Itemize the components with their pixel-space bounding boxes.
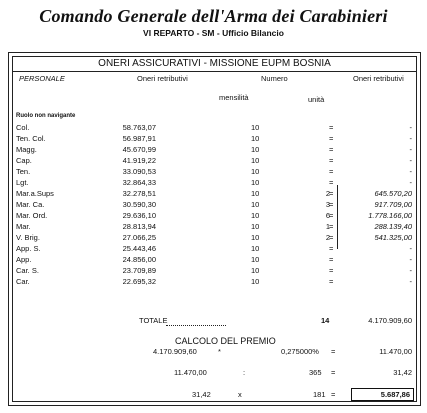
cell-amount: 56.987,91	[122, 134, 156, 143]
cell-eq: =	[329, 200, 334, 209]
cell-grade: Ten.	[16, 167, 31, 176]
cell-eq: =	[329, 134, 334, 143]
cell-amount: 27.066,25	[122, 233, 156, 242]
cell-mens: 10	[251, 233, 260, 242]
cell-total: -	[409, 145, 412, 154]
cell-grade: Magg.	[16, 145, 37, 154]
col-header-numero: Numero	[261, 74, 288, 83]
cell-mens: 10	[251, 222, 260, 231]
page-subtitle: VI REPARTO - SM - Ufficio Bilancio	[143, 28, 284, 38]
cell-eq: =	[329, 189, 334, 198]
calc1-a: 4.170.909,60	[153, 347, 197, 356]
section-label: Ruolo non navigante	[16, 113, 76, 119]
calc3-eq: =	[331, 390, 336, 399]
table-row	[13, 276, 416, 287]
col-header-unita: unità	[308, 95, 325, 104]
calcolo-heading: CALCOLO DEL PREMIO	[175, 336, 276, 346]
cell-total: 917.709,00	[374, 200, 412, 209]
table-row	[13, 133, 416, 144]
cell-eq: =	[329, 233, 334, 242]
cell-grade: App. S.	[16, 244, 41, 253]
cell-total: -	[409, 255, 412, 264]
col-header-mensilita: mensilità	[219, 93, 249, 102]
cell-amount: 33.090,53	[122, 167, 156, 176]
calc3-b: 181	[313, 390, 326, 399]
table-heading: ONERI ASSICURATIVI - MISSIONE EUPM BOSNIA	[13, 57, 416, 72]
calc1-rate: 0,275000%	[281, 347, 319, 356]
calc1-op: *	[218, 347, 221, 356]
table-row	[13, 177, 416, 188]
table-row	[13, 166, 416, 177]
cell-amount: 23.709,89	[122, 266, 156, 275]
cell-grade: Mar.	[16, 222, 31, 231]
cell-eq: =	[329, 266, 334, 275]
calc2-b: 365	[309, 368, 322, 377]
calc1-res: 11.470,00	[379, 347, 412, 356]
table-row	[13, 199, 416, 210]
totale-dotline	[166, 325, 226, 326]
cell-amount: 32.864,33	[122, 178, 156, 187]
cell-mens: 10	[251, 145, 260, 154]
cell-eq: =	[329, 255, 334, 264]
column-divider	[337, 185, 338, 249]
cell-eq: =	[329, 222, 334, 231]
cell-amount: 58.763,07	[122, 123, 156, 132]
cell-total: -	[409, 178, 412, 187]
cell-total: -	[409, 123, 412, 132]
cell-mens: 10	[251, 134, 260, 143]
cell-total: 645.570,20	[374, 189, 412, 198]
cell-total: 541.325,00	[374, 233, 412, 242]
cell-eq: =	[329, 178, 334, 187]
cell-mens: 10	[251, 167, 260, 176]
cell-amount: 22.695,32	[122, 277, 156, 286]
cell-mens: 10	[251, 277, 260, 286]
table-row	[13, 144, 416, 155]
totale-num: 14	[321, 316, 330, 325]
cell-amount: 45.670,99	[122, 145, 156, 154]
totale-label: TOTALE	[139, 316, 168, 325]
cell-amount: 32.278,51	[122, 189, 156, 198]
cell-grade: Lgt.	[16, 178, 29, 187]
cell-eq: =	[329, 277, 334, 286]
cell-mens: 10	[251, 211, 260, 220]
cell-eq: =	[329, 244, 334, 253]
col-header-personale: PERSONALE	[19, 74, 65, 83]
table-row	[13, 232, 416, 243]
cell-grade: Car. S.	[16, 266, 39, 275]
calc1-eq: =	[331, 347, 336, 356]
cell-num: 2	[325, 189, 330, 198]
cell-amount: 24.856,00	[122, 255, 156, 264]
table-row	[13, 155, 416, 166]
cell-eq: =	[329, 156, 334, 165]
cell-num: 6	[325, 211, 330, 220]
table-row	[13, 254, 416, 265]
cell-grade: Mar. Ca.	[16, 200, 45, 209]
calc2-eq: =	[331, 368, 336, 377]
cell-eq: =	[329, 167, 334, 176]
cell-total: -	[409, 277, 412, 286]
cell-mens: 10	[251, 266, 260, 275]
cell-mens: 10	[251, 178, 260, 187]
cell-amount: 25.443,46	[122, 244, 156, 253]
cell-mens: 10	[251, 189, 260, 198]
cell-total: -	[409, 266, 412, 275]
cell-mens: 10	[251, 255, 260, 264]
cell-mens: 10	[251, 244, 260, 253]
cell-amount: 29.636,10	[122, 211, 156, 220]
cell-eq: =	[329, 145, 334, 154]
cell-mens: 10	[251, 156, 260, 165]
page-title: Comando Generale dell'Arma dei Carabinieri	[39, 6, 388, 26]
cell-mens: 10	[251, 123, 260, 132]
col-header-oneri: Oneri retributivi	[137, 74, 188, 83]
cell-grade: Cap.	[16, 156, 32, 165]
cell-amount: 41.919,22	[122, 156, 156, 165]
cell-eq: =	[329, 123, 334, 132]
calc3-a: 31,42	[192, 390, 211, 399]
cell-grade: Ten. Col.	[16, 134, 46, 143]
table-row	[13, 188, 416, 199]
table-container	[12, 56, 417, 402]
calc2-res: 31,42	[393, 368, 412, 377]
calc2-a: 11.470,00	[174, 368, 207, 377]
cell-num: 1	[325, 222, 330, 231]
cell-amount: 30.590,30	[122, 200, 156, 209]
totale-amount: 4.170.909,60	[368, 316, 412, 325]
table-row	[13, 221, 416, 232]
cell-total: -	[409, 167, 412, 176]
document-frame	[8, 52, 421, 406]
cell-mens: 10	[251, 200, 260, 209]
cell-num: 3	[325, 200, 330, 209]
cell-grade: Mar. Ord.	[16, 211, 48, 220]
cell-grade: Car.	[16, 277, 30, 286]
cell-num: 2	[325, 233, 330, 242]
cell-eq: =	[329, 211, 334, 220]
table-row	[13, 243, 416, 254]
cell-grade: App.	[16, 255, 32, 264]
premio-result-box: 5.687,86	[351, 388, 414, 401]
calc3-op: x	[238, 390, 242, 399]
cell-grade: Col.	[16, 123, 30, 132]
cell-total: -	[409, 156, 412, 165]
calc2-op: :	[243, 368, 246, 377]
table-row	[13, 122, 416, 133]
table-row	[13, 265, 416, 276]
cell-amount: 28.813,94	[122, 222, 156, 231]
cell-total: -	[409, 244, 412, 253]
col-header-oneri-right: Oneri retributivi	[353, 74, 404, 83]
table-row	[13, 210, 416, 221]
cell-total: -	[409, 134, 412, 143]
cell-total: 1.778.166,00	[368, 211, 412, 220]
cell-grade: V. Brig.	[16, 233, 40, 242]
cell-grade: Mar.a.Sups	[16, 189, 54, 198]
cell-total: 288.139,40	[374, 222, 412, 231]
